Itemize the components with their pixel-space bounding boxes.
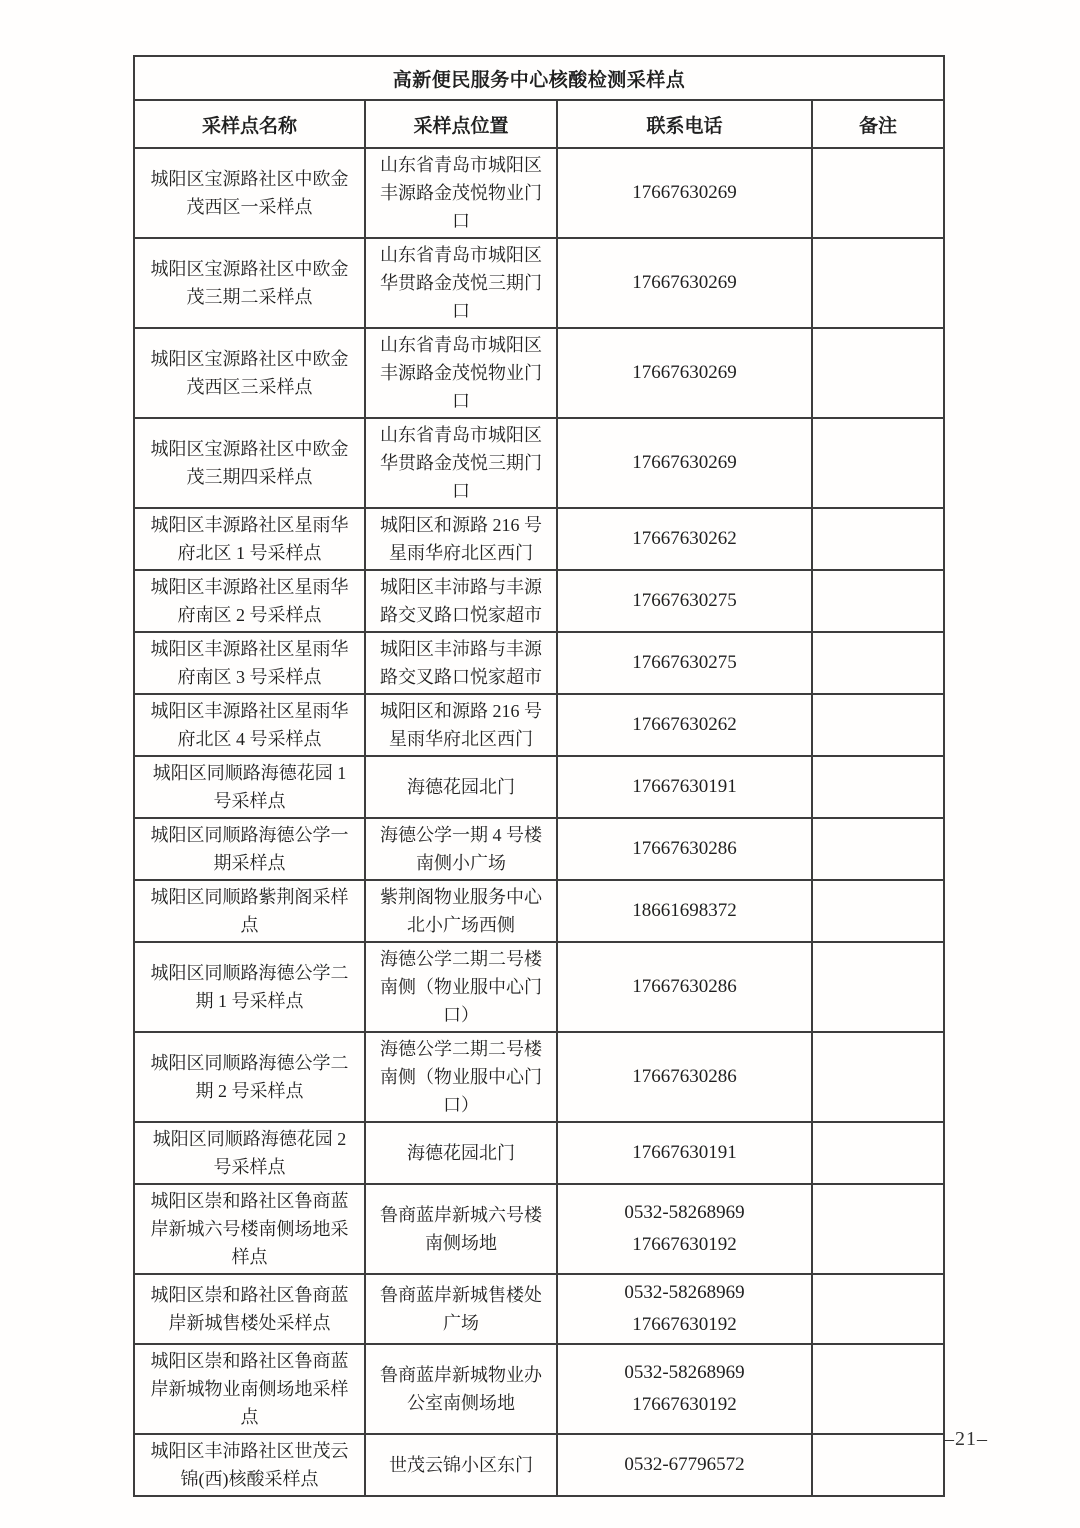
contact-phone-cell xyxy=(557,1122,812,1184)
contact-phone-cell xyxy=(557,1274,812,1344)
sampling-point-name: 城阳区宝源路社区中欧金茂西区三采样点 xyxy=(134,328,365,418)
contact-phone-cell xyxy=(557,818,812,880)
phone-number: 17667630191 xyxy=(632,1142,737,1163)
phone-number: 17667630262 xyxy=(632,714,737,735)
sampling-point-location: 山东省青岛市城阳区华贯路金茂悦三期门口 xyxy=(365,238,557,328)
sampling-point-location: 城阳区和源路 216 号星雨华府北区西门 xyxy=(365,694,557,756)
column-header-2: 联系电话 xyxy=(557,100,812,148)
table-body xyxy=(134,148,944,1496)
sampling-point-location: 海德花园北门 xyxy=(365,1122,557,1184)
contact-phone-cell xyxy=(557,632,812,694)
remark-cell xyxy=(812,1274,944,1344)
phone-number: 17667630286 xyxy=(632,976,737,997)
phone-number: 17667630269 xyxy=(632,362,737,383)
table-row xyxy=(134,1344,944,1434)
phone-number: 17667630269 xyxy=(632,452,737,473)
sampling-point-location: 海德公学二期二号楼南侧（物业服中心门口） xyxy=(365,942,557,1032)
table-row xyxy=(134,238,944,328)
sampling-point-location: 世茂云锦小区东门 xyxy=(365,1434,557,1496)
contact-phone-cell xyxy=(557,942,812,1032)
remark-cell xyxy=(812,570,944,632)
table-row xyxy=(134,880,944,942)
phone-number: 17667630192 xyxy=(632,1234,737,1255)
contact-phone-cell xyxy=(557,1032,812,1122)
sampling-point-name: 城阳区宝源路社区中欧金茂三期二采样点 xyxy=(134,238,365,328)
phone-number: 0532-58268969 xyxy=(624,1202,745,1223)
table-title-row xyxy=(134,56,944,100)
table-row xyxy=(134,942,944,1032)
phone-number: 0532-58268969 xyxy=(624,1362,745,1383)
table-row xyxy=(134,694,944,756)
sampling-point-name: 城阳区崇和路社区鲁商蓝岸新城六号楼南侧场地采样点 xyxy=(134,1184,365,1274)
sampling-point-location: 海德公学一期 4 号楼南侧小广场 xyxy=(365,818,557,880)
remark-cell xyxy=(812,756,944,818)
table-row xyxy=(134,418,944,508)
table-row xyxy=(134,818,944,880)
sampling-point-name: 城阳区丰源路社区星雨华府北区 1 号采样点 xyxy=(134,508,365,570)
remark-cell xyxy=(812,1122,944,1184)
sampling-point-location: 紫荆阁物业服务中心北小广场西侧 xyxy=(365,880,557,942)
sampling-point-location: 山东省青岛市城阳区丰源路金茂悦物业门口 xyxy=(365,328,557,418)
phone-number: 0532-67796572 xyxy=(624,1454,745,1475)
sampling-point-location: 鲁商蓝岸新城六号楼南侧场地 xyxy=(365,1184,557,1274)
sampling-point-location: 城阳区丰沛路与丰源路交叉路口悦家超市 xyxy=(365,632,557,694)
phone-number: 17667630269 xyxy=(632,272,737,293)
phone-number: 17667630192 xyxy=(632,1394,737,1415)
contact-phone-cell xyxy=(557,328,812,418)
phone-number: 17667630191 xyxy=(632,776,737,797)
sampling-point-name: 城阳区崇和路社区鲁商蓝岸新城物业南侧场地采样点 xyxy=(134,1344,365,1434)
table-row xyxy=(134,1184,944,1274)
sampling-point-name: 城阳区丰源路社区星雨华府南区 2 号采样点 xyxy=(134,570,365,632)
contact-phone-cell xyxy=(557,238,812,328)
sampling-point-name: 城阳区同顺路海德公学二期 1 号采样点 xyxy=(134,942,365,1032)
table-row xyxy=(134,1434,944,1496)
remark-cell xyxy=(812,508,944,570)
phone-number: 17667630262 xyxy=(632,528,737,549)
remark-cell xyxy=(812,328,944,418)
sampling-point-name: 城阳区同顺路海德花园 2 号采样点 xyxy=(134,1122,365,1184)
phone-number: 17667630275 xyxy=(632,590,737,611)
sampling-point-name: 城阳区同顺路海德公学二期 2 号采样点 xyxy=(134,1032,365,1122)
phone-number: 17667630192 xyxy=(632,1314,737,1335)
phone-number: 0532-58268969 xyxy=(624,1282,745,1303)
sampling-point-location: 海德花园北门 xyxy=(365,756,557,818)
table-row xyxy=(134,632,944,694)
table-row xyxy=(134,1032,944,1122)
sampling-point-name: 城阳区同顺路海德花园 1 号采样点 xyxy=(134,756,365,818)
table-header-row xyxy=(134,100,944,148)
remark-cell xyxy=(812,1032,944,1122)
remark-cell xyxy=(812,1434,944,1496)
contact-phone-cell xyxy=(557,508,812,570)
phone-number: 17667630286 xyxy=(632,838,737,859)
sampling-point-location: 城阳区丰沛路与丰源路交叉路口悦家超市 xyxy=(365,570,557,632)
page-number: –21– xyxy=(944,1428,988,1450)
table-row xyxy=(134,148,944,238)
contact-phone-cell xyxy=(557,694,812,756)
column-header-0: 采样点名称 xyxy=(134,100,365,148)
sampling-points-table xyxy=(133,55,945,1497)
table-row xyxy=(134,1122,944,1184)
contact-phone-cell xyxy=(557,418,812,508)
sampling-point-location: 山东省青岛市城阳区丰源路金茂悦物业门口 xyxy=(365,148,557,238)
remark-cell xyxy=(812,148,944,238)
remark-cell xyxy=(812,238,944,328)
table-row xyxy=(134,756,944,818)
sampling-point-name: 城阳区同顺路紫荆阁采样点 xyxy=(134,880,365,942)
contact-phone-cell xyxy=(557,1184,812,1274)
contact-phone-cell xyxy=(557,756,812,818)
sampling-point-name: 城阳区宝源路社区中欧金茂西区一采样点 xyxy=(134,148,365,238)
sampling-point-name: 城阳区丰源路社区星雨华府北区 4 号采样点 xyxy=(134,694,365,756)
sampling-point-name: 城阳区崇和路社区鲁商蓝岸新城售楼处采样点 xyxy=(134,1274,365,1344)
phone-number: 17667630269 xyxy=(632,182,737,203)
phone-number: 17667630286 xyxy=(632,1066,737,1087)
remark-cell xyxy=(812,942,944,1032)
contact-phone-cell xyxy=(557,1434,812,1496)
remark-cell xyxy=(812,632,944,694)
sampling-point-name: 城阳区丰沛路社区世茂云锦(西)核酸采样点 xyxy=(134,1434,365,1496)
table-row xyxy=(134,1274,944,1344)
column-header-3: 备注 xyxy=(812,100,944,148)
remark-cell xyxy=(812,1184,944,1274)
sampling-point-location: 海德公学二期二号楼南侧（物业服中心门口） xyxy=(365,1032,557,1122)
remark-cell xyxy=(812,818,944,880)
sampling-point-location: 城阳区和源路 216 号星雨华府北区西门 xyxy=(365,508,557,570)
remark-cell xyxy=(812,1344,944,1434)
sampling-point-location: 鲁商蓝岸新城售楼处广场 xyxy=(365,1274,557,1344)
table-row xyxy=(134,508,944,570)
sampling-point-location: 鲁商蓝岸新城物业办公室南侧场地 xyxy=(365,1344,557,1434)
sampling-point-name: 城阳区同顺路海德公学一期采样点 xyxy=(134,818,365,880)
table-title: 高新便民服务中心核酸检测采样点 xyxy=(134,56,944,100)
remark-cell xyxy=(812,880,944,942)
contact-phone-cell xyxy=(557,570,812,632)
contact-phone-cell xyxy=(557,148,812,238)
remark-cell xyxy=(812,418,944,508)
phone-number: 17667630275 xyxy=(632,652,737,673)
sampling-point-name: 城阳区丰源路社区星雨华府南区 3 号采样点 xyxy=(134,632,365,694)
remark-cell xyxy=(812,694,944,756)
column-header-1: 采样点位置 xyxy=(365,100,557,148)
contact-phone-cell xyxy=(557,880,812,942)
contact-phone-cell xyxy=(557,1344,812,1434)
table-row xyxy=(134,570,944,632)
sampling-point-name: 城阳区宝源路社区中欧金茂三期四采样点 xyxy=(134,418,365,508)
table-row xyxy=(134,328,944,418)
phone-number: 18661698372 xyxy=(632,900,737,921)
sampling-point-location: 山东省青岛市城阳区华贯路金茂悦三期门口 xyxy=(365,418,557,508)
